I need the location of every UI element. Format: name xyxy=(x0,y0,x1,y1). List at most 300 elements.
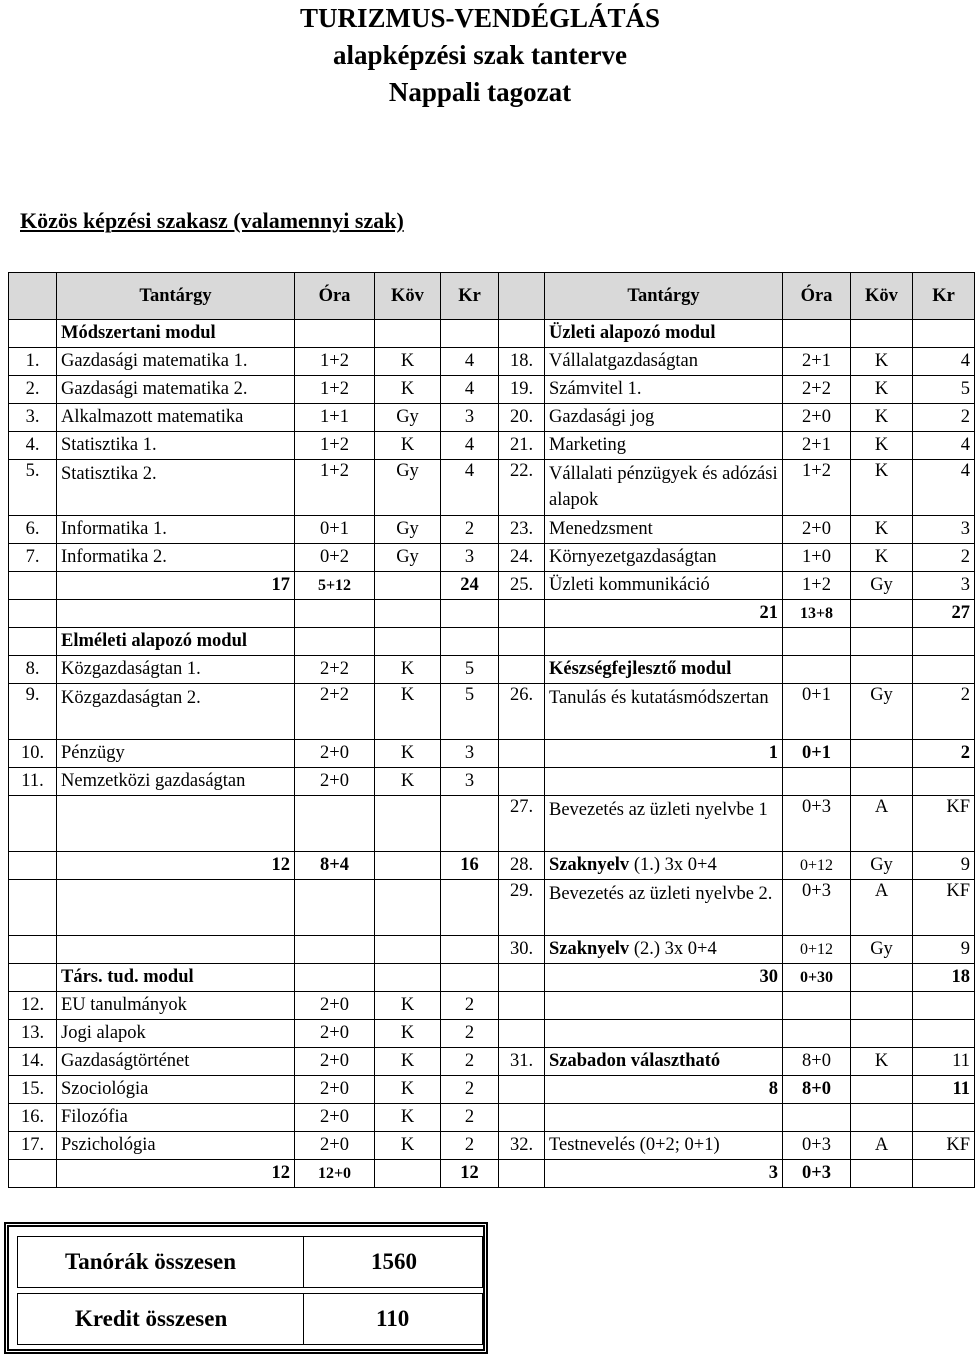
right-row-number xyxy=(499,1104,545,1132)
right-credit xyxy=(913,1160,975,1188)
left-hours: 2+2 xyxy=(295,684,375,740)
right-requirement: Gy xyxy=(851,684,913,740)
right-row-number xyxy=(499,1020,545,1048)
table-row xyxy=(9,544,975,572)
right-subject-name xyxy=(545,992,783,1020)
right-requirement xyxy=(851,740,913,768)
right-subject-name: 8 xyxy=(545,1076,783,1104)
right-subject-name xyxy=(545,1020,783,1048)
right-row-number: 21. xyxy=(499,432,545,460)
right-row-number xyxy=(499,992,545,1020)
right-hours xyxy=(783,1020,851,1048)
right-credit xyxy=(913,768,975,796)
left-subject-name xyxy=(57,600,295,628)
table-row xyxy=(9,1160,975,1188)
left-subject-name: Nemzetközi gazdaságtan xyxy=(57,768,295,796)
left-requirement xyxy=(375,1160,441,1188)
right-credit: KF xyxy=(913,1132,975,1160)
table-row xyxy=(9,516,975,544)
left-credit: 2 xyxy=(441,1048,499,1076)
right-requirement: K xyxy=(851,376,913,404)
right-row-number xyxy=(499,320,545,348)
right-hours: 0+3 xyxy=(783,796,851,852)
left-subject-name: Gazdasági matematika 1. xyxy=(57,348,295,376)
left-credit: 3 xyxy=(441,768,499,796)
left-credit: 4 xyxy=(441,432,499,460)
right-requirement xyxy=(851,628,913,656)
left-subject-name: Informatika 1. xyxy=(57,516,295,544)
left-row-number: 14. xyxy=(9,1048,57,1076)
header-subject: Tantárgy xyxy=(545,273,783,320)
left-row-number xyxy=(9,880,57,936)
page-subtitle-2: Nappali tagozat xyxy=(388,77,572,107)
left-requirement: Gy xyxy=(375,544,441,572)
right-credit: 4 xyxy=(913,432,975,460)
table-row xyxy=(9,376,975,404)
total-credit-row xyxy=(17,1293,483,1345)
right-hours: 0+12 xyxy=(783,936,851,964)
right-hours: 1+2 xyxy=(783,460,851,516)
left-subject-name: Szociológia xyxy=(57,1076,295,1104)
table-row xyxy=(9,880,975,936)
right-credit: 4 xyxy=(913,348,975,376)
total-hours-row xyxy=(17,1236,483,1288)
right-subject-name: 30 xyxy=(545,964,783,992)
right-subject-name: Szaknyelv (1.) 3x 0+4 xyxy=(545,852,783,880)
right-credit: 2 xyxy=(913,740,975,768)
right-subject-name: 1 xyxy=(545,740,783,768)
right-row-number: 20. xyxy=(499,404,545,432)
left-credit: 5 xyxy=(441,684,499,740)
left-requirement: K xyxy=(375,656,441,684)
left-hours xyxy=(295,964,375,992)
right-credit: 3 xyxy=(913,516,975,544)
left-subject-name: Statisztika 2. xyxy=(57,460,295,516)
right-row-number: 32. xyxy=(499,1132,545,1160)
right-credit: KF xyxy=(913,796,975,852)
right-hours xyxy=(783,1104,851,1132)
left-hours: 0+2 xyxy=(295,544,375,572)
left-credit: 24 xyxy=(441,572,499,600)
header-cell xyxy=(9,273,57,320)
right-row-number: 22. xyxy=(499,460,545,516)
left-hours: 1+2 xyxy=(295,460,375,516)
table-row xyxy=(9,1020,975,1048)
right-credit: 9 xyxy=(913,852,975,880)
left-requirement xyxy=(375,796,441,852)
left-requirement: K xyxy=(375,992,441,1020)
subject-name-bold: Szaknyelv xyxy=(549,939,630,959)
left-hours xyxy=(295,320,375,348)
left-requirement xyxy=(375,880,441,936)
right-hours xyxy=(783,628,851,656)
right-subject-name: Készségfejlesztő modul xyxy=(545,656,783,684)
right-requirement: K xyxy=(851,544,913,572)
right-requirement: K xyxy=(851,432,913,460)
left-requirement xyxy=(375,964,441,992)
total-credit-label: Kredit összesen xyxy=(75,1306,228,1331)
right-hours: 2+0 xyxy=(783,404,851,432)
left-credit: 12 xyxy=(441,1160,499,1188)
left-hours xyxy=(295,628,375,656)
left-hours: 1+2 xyxy=(295,348,375,376)
right-hours xyxy=(783,768,851,796)
left-row-number: 8. xyxy=(9,656,57,684)
left-hours: 1+2 xyxy=(295,432,375,460)
left-hours xyxy=(295,600,375,628)
table-row xyxy=(9,852,975,880)
right-credit: 2 xyxy=(913,684,975,740)
right-requirement: A xyxy=(851,1132,913,1160)
table-row xyxy=(9,1132,975,1160)
left-hours: 2+0 xyxy=(295,1132,375,1160)
left-requirement: Gy xyxy=(375,460,441,516)
left-hours: 2+0 xyxy=(295,1076,375,1104)
right-requirement xyxy=(851,656,913,684)
left-credit: 2 xyxy=(441,1104,499,1132)
left-credit xyxy=(441,628,499,656)
left-subject-name: Közgazdaságtan 2. xyxy=(57,684,295,740)
left-credit xyxy=(441,880,499,936)
right-row-number xyxy=(499,964,545,992)
right-credit: 27 xyxy=(913,600,975,628)
right-subject-name: Vállalati pénzügyek és adózási alapok xyxy=(545,460,783,516)
left-requirement: K xyxy=(375,768,441,796)
right-hours: 13+8 xyxy=(783,600,851,628)
table-row xyxy=(9,936,975,964)
left-subject-name: Filozófia xyxy=(57,1104,295,1132)
page-subtitle: alapképzési szak tanterve xyxy=(333,40,627,70)
left-subject-name: 12 xyxy=(57,1160,295,1188)
right-subject-name: 3 xyxy=(545,1160,783,1188)
right-requirement: K xyxy=(851,1048,913,1076)
right-row-number: 23. xyxy=(499,516,545,544)
right-row-number: 28. xyxy=(499,852,545,880)
right-hours xyxy=(783,320,851,348)
right-credit xyxy=(913,320,975,348)
right-subject-name: Bevezetés az üzleti nyelvbe 1 xyxy=(545,796,783,852)
right-row-number xyxy=(499,740,545,768)
left-row-number xyxy=(9,964,57,992)
left-subject-name xyxy=(57,880,295,936)
right-hours xyxy=(783,992,851,1020)
right-subject-name: Bevezetés az üzleti nyelvbe 2. xyxy=(545,880,783,936)
left-requirement: K xyxy=(375,432,441,460)
right-row-number xyxy=(499,656,545,684)
left-row-number: 15. xyxy=(9,1076,57,1104)
right-requirement: K xyxy=(851,516,913,544)
table-row xyxy=(9,1104,975,1132)
right-row-number: 24. xyxy=(499,544,545,572)
left-requirement xyxy=(375,320,441,348)
right-requirement xyxy=(851,768,913,796)
left-credit: 4 xyxy=(441,460,499,516)
header-hours: Óra xyxy=(783,273,851,320)
right-credit: 18 xyxy=(913,964,975,992)
right-subject-name: Üzleti alapozó modul xyxy=(545,320,783,348)
right-hours: 8+0 xyxy=(783,1076,851,1104)
left-subject-name xyxy=(57,936,295,964)
left-hours xyxy=(295,936,375,964)
left-subject-name: Alkalmazott matematika xyxy=(57,404,295,432)
right-subject-name xyxy=(545,628,783,656)
left-requirement: K xyxy=(375,1076,441,1104)
left-hours: 2+0 xyxy=(295,768,375,796)
right-subject-name: Környezetgazdaságtan xyxy=(545,544,783,572)
table-row xyxy=(9,1048,975,1076)
right-subject-name: Menedzsment xyxy=(545,516,783,544)
left-credit: 3 xyxy=(441,740,499,768)
left-row-number xyxy=(9,1160,57,1188)
table-row xyxy=(9,964,975,992)
right-row-number xyxy=(499,1160,545,1188)
table-row xyxy=(9,656,975,684)
left-requirement: K xyxy=(375,348,441,376)
right-row-number: 31. xyxy=(499,1048,545,1076)
left-requirement xyxy=(375,600,441,628)
left-row-number xyxy=(9,796,57,852)
right-row-number xyxy=(499,600,545,628)
left-row-number xyxy=(9,852,57,880)
right-row-number: 29. xyxy=(499,880,545,936)
right-row-number: 30. xyxy=(499,936,545,964)
left-requirement: K xyxy=(375,376,441,404)
left-subject-name: Gazdasági matematika 2. xyxy=(57,376,295,404)
left-requirement: Gy xyxy=(375,404,441,432)
left-credit: 3 xyxy=(441,404,499,432)
left-row-number: 1. xyxy=(9,348,57,376)
left-subject-name: EU tanulmányok xyxy=(57,992,295,1020)
left-hours xyxy=(295,796,375,852)
right-row-number xyxy=(499,628,545,656)
right-subject-name: Szabadon választható xyxy=(545,1048,783,1076)
right-requirement: K xyxy=(851,460,913,516)
left-hours: 1+2 xyxy=(295,376,375,404)
right-hours: 8+0 xyxy=(783,1048,851,1076)
right-hours: 0+12 xyxy=(783,852,851,880)
right-credit: 11 xyxy=(913,1048,975,1076)
right-requirement: Gy xyxy=(851,852,913,880)
table-row xyxy=(9,740,975,768)
subject-name-bold: Szaknyelv xyxy=(549,855,630,875)
right-requirement xyxy=(851,1160,913,1188)
right-credit xyxy=(913,992,975,1020)
left-credit: 3 xyxy=(441,544,499,572)
left-hours: 1+1 xyxy=(295,404,375,432)
left-row-number: 9. xyxy=(9,684,57,740)
left-requirement: K xyxy=(375,1104,441,1132)
table-row xyxy=(9,1076,975,1104)
right-requirement xyxy=(851,1076,913,1104)
right-credit: 9 xyxy=(913,936,975,964)
left-subject-name: Társ. tud. modul xyxy=(57,964,295,992)
left-subject-name: Statisztika 1. xyxy=(57,432,295,460)
left-credit xyxy=(441,320,499,348)
right-row-number: 25. xyxy=(499,572,545,600)
right-credit: 2 xyxy=(913,404,975,432)
left-hours: 2+0 xyxy=(295,992,375,1020)
left-hours: 2+0 xyxy=(295,740,375,768)
left-row-number: 5. xyxy=(9,460,57,516)
left-credit: 5 xyxy=(441,656,499,684)
right-requirement xyxy=(851,1020,913,1048)
right-requirement: A xyxy=(851,796,913,852)
total-credit-value: 110 xyxy=(376,1306,410,1331)
right-requirement: Gy xyxy=(851,572,913,600)
left-row-number: 4. xyxy=(9,432,57,460)
left-row-number xyxy=(9,936,57,964)
left-row-number: 10. xyxy=(9,740,57,768)
left-hours: 12+0 xyxy=(295,1160,375,1188)
right-credit: 2 xyxy=(913,544,975,572)
right-subject-name: Számvitel 1. xyxy=(545,376,783,404)
right-credit xyxy=(913,656,975,684)
left-credit: 16 xyxy=(441,852,499,880)
right-row-number xyxy=(499,1076,545,1104)
table-row xyxy=(9,628,975,656)
right-subject-name: Testnevelés (0+2; 0+1) xyxy=(545,1132,783,1160)
right-credit xyxy=(913,1104,975,1132)
right-hours: 2+1 xyxy=(783,348,851,376)
left-subject-name: Közgazdaságtan 1. xyxy=(57,656,295,684)
page-title: TURIZMUS-VENDÉGLÁTÁS xyxy=(299,3,661,33)
right-credit xyxy=(913,1020,975,1048)
right-row-number: 27. xyxy=(499,796,545,852)
right-row-number: 26. xyxy=(499,684,545,740)
left-credit: 2 xyxy=(441,516,499,544)
header-cell xyxy=(499,273,545,320)
right-subject-name: Szaknyelv (2.) 3x 0+4 xyxy=(545,936,783,964)
right-requirement xyxy=(851,964,913,992)
right-row-number: 18. xyxy=(499,348,545,376)
right-subject-name: Tanulás és kutatásmódszertan xyxy=(545,684,783,740)
table-row xyxy=(9,600,975,628)
left-requirement: K xyxy=(375,1048,441,1076)
left-requirement xyxy=(375,852,441,880)
right-requirement: A xyxy=(851,880,913,936)
left-row-number: 11. xyxy=(9,768,57,796)
left-credit: 2 xyxy=(441,1132,499,1160)
right-row-number xyxy=(499,768,545,796)
left-subject-name: 17 xyxy=(57,572,295,600)
left-requirement: K xyxy=(375,740,441,768)
left-hours: 2+0 xyxy=(295,1048,375,1076)
right-hours: 0+3 xyxy=(783,880,851,936)
total-hours-label: Tanórák összesen xyxy=(65,1249,237,1274)
right-subject-name: Marketing xyxy=(545,432,783,460)
header-hours: Óra xyxy=(295,273,375,320)
right-credit xyxy=(913,628,975,656)
table-row xyxy=(9,348,975,376)
left-credit: 2 xyxy=(441,992,499,1020)
right-requirement xyxy=(851,320,913,348)
left-row-number: 2. xyxy=(9,376,57,404)
right-hours: 0+3 xyxy=(783,1160,851,1188)
totals-box xyxy=(4,1222,488,1354)
right-requirement xyxy=(851,600,913,628)
left-subject-name: Gazdaságtörténet xyxy=(57,1048,295,1076)
table-row xyxy=(9,992,975,1020)
left-requirement: K xyxy=(375,1132,441,1160)
left-credit: 2 xyxy=(441,1020,499,1048)
table-row xyxy=(9,432,975,460)
left-hours: 2+0 xyxy=(295,1020,375,1048)
left-subject-name: Pénzügy xyxy=(57,740,295,768)
left-subject-name: 12 xyxy=(57,852,295,880)
left-row-number: 12. xyxy=(9,992,57,1020)
left-subject-name: Módszertani modul xyxy=(57,320,295,348)
right-subject-name: Gazdasági jog xyxy=(545,404,783,432)
header-requirement: Köv xyxy=(851,273,913,320)
table-row xyxy=(9,404,975,432)
right-hours: 1+0 xyxy=(783,544,851,572)
right-row-number: 19. xyxy=(499,376,545,404)
right-credit: KF xyxy=(913,880,975,936)
table-row xyxy=(9,796,975,852)
left-hours xyxy=(295,880,375,936)
right-hours: 2+2 xyxy=(783,376,851,404)
right-credit: 11 xyxy=(913,1076,975,1104)
left-requirement xyxy=(375,936,441,964)
left-row-number: 13. xyxy=(9,1020,57,1048)
table-header-row xyxy=(9,273,975,320)
left-requirement: K xyxy=(375,1020,441,1048)
table-row xyxy=(9,320,975,348)
right-credit: 4 xyxy=(913,460,975,516)
right-subject-name xyxy=(545,768,783,796)
left-credit xyxy=(441,964,499,992)
right-subject-name: 21 xyxy=(545,600,783,628)
right-hours xyxy=(783,656,851,684)
table-row xyxy=(9,572,975,600)
section-title: Közös képzési szakasz (valamennyi szak) xyxy=(20,208,404,233)
header-credit: Kr xyxy=(441,273,499,320)
right-hours: 1+2 xyxy=(783,572,851,600)
right-hours: 0+1 xyxy=(783,684,851,740)
right-hours: 0+30 xyxy=(783,964,851,992)
right-hours: 0+3 xyxy=(783,1132,851,1160)
left-requirement: Gy xyxy=(375,516,441,544)
right-subject-name: Vállalatgazdaságtan xyxy=(545,348,783,376)
left-requirement xyxy=(375,628,441,656)
left-row-number xyxy=(9,600,57,628)
left-requirement xyxy=(375,572,441,600)
right-hours: 2+1 xyxy=(783,432,851,460)
right-credit: 3 xyxy=(913,572,975,600)
right-hours: 2+0 xyxy=(783,516,851,544)
left-credit: 4 xyxy=(441,376,499,404)
left-subject-name: Informatika 2. xyxy=(57,544,295,572)
left-hours: 2+0 xyxy=(295,1104,375,1132)
right-requirement xyxy=(851,1104,913,1132)
right-requirement: K xyxy=(851,404,913,432)
table-row xyxy=(9,460,975,516)
left-credit xyxy=(441,796,499,852)
header-subject: Tantárgy xyxy=(57,273,295,320)
left-credit: 4 xyxy=(441,348,499,376)
left-row-number: 16. xyxy=(9,1104,57,1132)
left-subject-name xyxy=(57,796,295,852)
header-credit: Kr xyxy=(913,273,975,320)
left-hours: 2+2 xyxy=(295,656,375,684)
right-hours: 0+1 xyxy=(783,740,851,768)
left-row-number: 17. xyxy=(9,1132,57,1160)
left-row-number: 7. xyxy=(9,544,57,572)
left-subject-name: Jogi alapok xyxy=(57,1020,295,1048)
left-hours: 0+1 xyxy=(295,516,375,544)
right-subject-name: Üzleti kommunikáció xyxy=(545,572,783,600)
right-requirement: Gy xyxy=(851,936,913,964)
